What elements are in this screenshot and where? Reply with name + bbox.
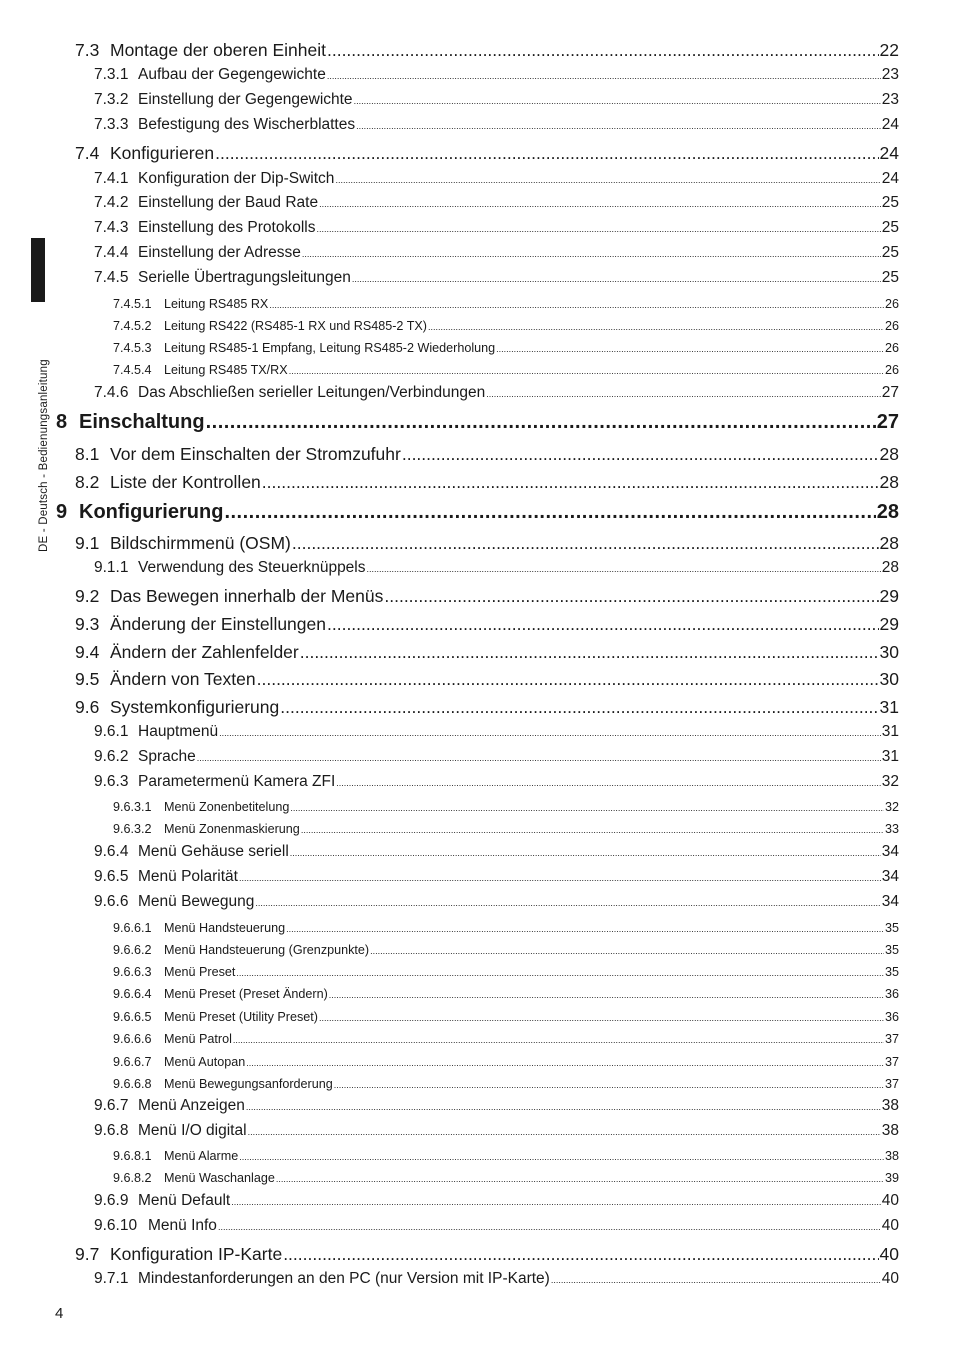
toc-entry[interactable]	[113, 1032, 899, 1046]
toc-entry-page: 35	[884, 921, 899, 935]
toc-dot-leader	[224, 501, 875, 524]
toc-entry-number: 8	[56, 411, 68, 433]
toc-entry-title: Menü Bewegung	[138, 893, 255, 910]
toc-entry-number: 9.7.1	[94, 1270, 129, 1287]
toc-entry[interactable]	[94, 1097, 899, 1115]
toc-entry-page: 37	[884, 1077, 899, 1091]
toc-dot-leader	[327, 40, 879, 61]
toc-entry[interactable]	[75, 614, 899, 635]
toc-entry-page: 35	[884, 943, 899, 957]
toc-entry[interactable]	[94, 1192, 899, 1210]
toc-entry[interactable]	[75, 669, 899, 690]
toc-entry[interactable]	[94, 244, 899, 262]
toc-entry-page: 38	[881, 1122, 899, 1139]
toc-entry-number: 8.1	[75, 444, 100, 464]
toc-entry[interactable]	[94, 194, 899, 212]
toc-entry-page: 34	[881, 868, 899, 885]
toc-entry-page: 25	[881, 269, 899, 286]
toc-entry-number: 7.4	[75, 143, 100, 163]
toc-entry-number: 9.3	[75, 614, 100, 634]
toc-entry-title: Menü Preset	[164, 965, 236, 979]
sidebar-label: DE - Deutsch - Bedienungsanleitung	[38, 359, 50, 552]
toc-entry-title: Bildschirmmenü (OSM)	[110, 533, 291, 553]
toc-entry-title: Systemkonfigurierung	[110, 697, 280, 717]
toc-entry-page: 38	[881, 1097, 899, 1114]
toc-entry-title: Serielle Übertragungsleitungen	[138, 269, 351, 286]
toc-entry-number: 9.6.6.4	[113, 987, 152, 1001]
toc-dot-leader	[246, 1102, 881, 1112]
toc-entry[interactable]	[75, 40, 899, 61]
toc-entry-number: 9.6.10	[94, 1217, 138, 1234]
toc-entry-number: 9.4	[75, 642, 100, 662]
toc-dot-leader	[286, 924, 884, 934]
toc-entry-title: Leitung RS485 RX	[164, 297, 269, 311]
toc-dot-leader	[327, 71, 881, 81]
toc-dot-leader	[300, 642, 879, 663]
toc-entry-page: 26	[884, 297, 899, 311]
toc-entry-title: Mindestanforderungen an den PC (nur Version mit IP-Karte)	[138, 1270, 550, 1287]
toc-entry-title: Änderung der Einstellungen	[110, 614, 326, 634]
toc-entry-number: 9.6.6.1	[113, 921, 152, 935]
toc-dot-leader	[334, 1080, 884, 1090]
toc-entry-number: 9.6.7	[94, 1097, 129, 1114]
toc-entry-page: 37	[884, 1055, 899, 1069]
toc-entry[interactable]	[94, 116, 899, 134]
toc-entry-page: 22	[879, 40, 899, 60]
toc-dot-leader	[239, 1152, 884, 1162]
toc-dot-leader	[486, 389, 880, 399]
toc-entry-title: Menü Default	[138, 1192, 231, 1209]
toc-entry-title: Konfigurierung	[79, 501, 224, 523]
toc-entry-number: 9.6	[75, 697, 100, 717]
toc-entry-title: Menü Gehäuse seriell	[138, 843, 289, 860]
toc-entry-number: 9.6.5	[94, 868, 129, 885]
toc-entry-title: Menü Handsteuerung	[164, 921, 286, 935]
toc-dot-leader	[352, 274, 881, 284]
toc-entry-title: Aufbau der Gegengewichte	[138, 66, 326, 83]
toc-entry-page: 28	[879, 472, 899, 492]
toc-dot-leader	[269, 300, 884, 310]
toc-entry-title: Einstellung der Gegengewichte	[138, 91, 353, 108]
toc-entry-title: Ändern der Zahlenfelder	[110, 642, 299, 662]
toc-dot-leader	[290, 848, 881, 858]
toc-entry-title: Menü I/O digital	[138, 1122, 247, 1139]
toc-entry-page: 31	[881, 723, 899, 740]
toc-entry-title: Menü Autopan	[164, 1055, 246, 1069]
page-number: 4	[55, 1305, 64, 1322]
toc-entry-page: 40	[881, 1192, 899, 1209]
toc-entry-page: 25	[881, 194, 899, 211]
toc-entry-page: 28	[881, 559, 899, 576]
toc-entry-number: 7.4.5.2	[113, 319, 152, 333]
toc-entry-page: 27	[881, 384, 899, 401]
toc-dot-leader	[246, 1058, 884, 1068]
toc-entry-title: Leitung RS485-1 Empfang, Leitung RS485-2 Wiederholung	[164, 341, 496, 355]
toc-entry-page: 24	[879, 143, 899, 163]
toc-entry-page: 29	[879, 614, 899, 634]
toc-entry-page: 26	[884, 341, 899, 355]
toc-entry[interactable]	[113, 1055, 899, 1069]
toc-dot-leader	[302, 249, 881, 259]
toc-entry-number: 9.6.6.8	[113, 1077, 152, 1091]
toc-entry-number: 9.7	[75, 1244, 100, 1264]
toc-entry-title: Menü Preset (Utility Preset)	[164, 1010, 318, 1024]
toc-dot-leader	[356, 121, 881, 131]
toc-entry-number: 9.6.6.3	[113, 965, 152, 979]
toc-entry-number: 9.6.6.2	[113, 943, 152, 957]
toc-entry-number: 9.6.9	[94, 1192, 129, 1209]
toc-entry-page: 37	[884, 1032, 899, 1046]
toc-entry[interactable]	[113, 297, 899, 311]
toc-dot-leader	[283, 1244, 878, 1265]
toc-entry[interactable]	[56, 411, 899, 434]
toc-entry[interactable]	[113, 1077, 899, 1091]
toc-entry-page: 36	[884, 987, 899, 1001]
toc-entry-number: 7.4.3	[94, 219, 129, 236]
toc-dot-leader	[319, 1013, 884, 1023]
toc-entry-page: 23	[881, 91, 899, 108]
toc-entry[interactable]	[75, 444, 899, 465]
toc-entry-number: 9.6.6.5	[113, 1010, 152, 1024]
toc-entry[interactable]	[94, 269, 899, 287]
toc-dot-leader	[276, 1174, 884, 1184]
toc-entry-number: 7.4.6	[94, 384, 129, 401]
toc-entry[interactable]	[94, 843, 899, 861]
toc-entry-page: 40	[881, 1217, 899, 1234]
toc-entry-title: Menü Patrol	[164, 1032, 232, 1046]
toc-entry[interactable]	[94, 559, 899, 577]
toc-entry-title: Vor dem Einschalten der Stromzufuhr	[110, 444, 401, 464]
toc-entry-title: Hauptmenü	[138, 723, 219, 740]
toc-entry-title: Menü Info	[148, 1217, 217, 1234]
toc-entry-number: 7.3.1	[94, 66, 129, 83]
toc-dot-leader	[262, 472, 879, 493]
toc-entry-title: Parametermenü Kamera ZFI	[138, 773, 336, 790]
toc-dot-leader	[354, 96, 881, 106]
toc-entry-number: 9.1.1	[94, 559, 129, 576]
toc-entry[interactable]	[94, 748, 899, 766]
toc-entry-title: Montage der oberen Einheit	[110, 40, 326, 60]
toc-entry-title: Menü Handsteuerung (Grenzpunkte)	[164, 943, 370, 957]
toc-entry-number: 9.6.3.1	[113, 800, 152, 814]
toc-entry-number: 7.4.5.3	[113, 341, 152, 355]
toc-entry[interactable]	[94, 66, 899, 84]
toc-entry-title: Menü Polarität	[138, 868, 238, 885]
toc-entry-title: Einschaltung	[79, 411, 205, 433]
toc-entry[interactable]	[113, 987, 899, 1001]
toc-entry-number: 9.6.2	[94, 748, 129, 765]
toc-entry[interactable]	[94, 1217, 899, 1235]
toc-dot-leader	[233, 1035, 884, 1045]
toc-entry[interactable]	[113, 943, 899, 957]
toc-dot-leader	[336, 778, 880, 788]
toc-entry-title: Das Bewegen innerhalb der Menüs	[110, 586, 384, 606]
toc-entry-number: 9	[56, 501, 68, 523]
toc-entry[interactable]	[56, 501, 899, 524]
toc-entry[interactable]	[94, 170, 899, 188]
toc-entry-page: 34	[881, 893, 899, 910]
toc-dot-leader	[280, 697, 878, 718]
toc-entry-number: 9.5	[75, 669, 100, 689]
toc-entry[interactable]	[75, 586, 899, 607]
toc-entry-title: Das Abschließen serieller Leitungen/Verbindungen	[138, 384, 486, 401]
toc-entry-page: 32	[881, 773, 899, 790]
toc-entry[interactable]	[113, 363, 899, 377]
toc-entry[interactable]	[113, 800, 899, 814]
toc-dot-leader	[292, 533, 879, 554]
toc-entry[interactable]	[113, 1171, 899, 1185]
toc-entry-page: 26	[884, 319, 899, 333]
toc-entry-title: Konfiguration IP-Karte	[110, 1244, 283, 1264]
toc-entry[interactable]	[75, 533, 899, 554]
toc-entry[interactable]	[75, 1244, 899, 1265]
toc-entry-page: 40	[879, 1244, 899, 1264]
toc-entry-page: 27	[876, 411, 899, 433]
toc-entry-number: 9.6.3.2	[113, 822, 152, 836]
toc-dot-leader	[289, 366, 884, 376]
toc-dot-leader	[370, 946, 884, 956]
toc-entry-page: 30	[879, 642, 899, 662]
toc-entry-number: 7.3.2	[94, 91, 129, 108]
toc-entry-number: 9.6.3	[94, 773, 129, 790]
toc-entry-title: Konfigurieren	[110, 143, 215, 163]
toc-dot-leader	[206, 411, 876, 434]
toc-entry[interactable]	[113, 921, 899, 935]
toc-entry-page: 31	[879, 697, 899, 717]
toc-entry-title: Menü Bewegungsanforderung	[164, 1077, 333, 1091]
toc-entry-number: 9.2	[75, 586, 100, 606]
toc-dot-leader	[257, 669, 879, 690]
toc-entry-page: 38	[884, 1149, 899, 1163]
toc-dot-leader	[239, 873, 881, 883]
toc-entry[interactable]	[75, 697, 899, 718]
toc-entry-number: 9.6.4	[94, 843, 129, 860]
toc-entry-title: Leitung RS485 TX/RX	[164, 363, 288, 377]
toc-entry[interactable]	[94, 91, 899, 109]
toc-dot-leader	[218, 1222, 881, 1232]
toc-entry-page: 28	[876, 501, 899, 523]
toc-entry[interactable]	[94, 868, 899, 886]
toc-entry-page: 32	[884, 800, 899, 814]
toc-entry-number: 7.4.2	[94, 194, 129, 211]
toc-entry-page: 24	[881, 170, 899, 187]
toc-entry-number: 7.4.5	[94, 269, 129, 286]
toc-entry-title: Leitung RS422 (RS485-1 RX und RS485-2 TX)	[164, 319, 427, 333]
toc-entry-number: 7.4.5.1	[113, 297, 152, 311]
toc-entry-page: 23	[881, 66, 899, 83]
toc-entry[interactable]	[113, 1149, 899, 1163]
toc-entry[interactable]	[94, 219, 899, 237]
toc-dot-leader	[319, 199, 881, 209]
toc-entry[interactable]	[113, 965, 899, 979]
toc-entry-page: 25	[881, 219, 899, 236]
toc-dot-leader	[327, 614, 879, 635]
toc-entry[interactable]	[113, 341, 899, 355]
toc-entry-title: Einstellung der Baud Rate	[138, 194, 319, 211]
toc-entry-page: 34	[881, 843, 899, 860]
toc-entry-number: 9.6.8	[94, 1122, 129, 1139]
toc-entry-title: Menü Alarme	[164, 1149, 239, 1163]
toc-entry-number: 7.4.5.4	[113, 363, 152, 377]
toc-entry-title: Menü Zonenbetitelung	[164, 800, 290, 814]
toc-dot-leader	[335, 175, 880, 185]
toc-entry[interactable]	[94, 773, 899, 791]
toc-entry-page: 36	[884, 1010, 899, 1024]
toc-entry-title: Verwendung des Steuerknüppels	[138, 559, 366, 576]
toc-entry[interactable]	[75, 642, 899, 663]
toc-entry-page: 28	[879, 444, 899, 464]
toc-entry-title: Konfiguration der Dip-Switch	[138, 170, 335, 187]
toc-dot-leader	[219, 728, 881, 738]
toc-entry-number: 8.2	[75, 472, 100, 492]
toc-dot-leader	[236, 968, 884, 978]
toc-dot-leader	[215, 143, 878, 164]
toc-entry-number: 9.1	[75, 533, 100, 553]
toc-dot-leader	[301, 825, 884, 835]
toc-dot-leader	[317, 224, 881, 234]
toc-entry-number: 9.6.8.2	[113, 1171, 152, 1185]
toc-entry-page: 26	[884, 363, 899, 377]
toc-entry-page: 39	[884, 1171, 899, 1185]
toc-dot-leader	[496, 344, 884, 354]
toc-dot-leader	[428, 322, 884, 332]
toc-dot-leader	[231, 1197, 881, 1207]
toc-entry[interactable]	[94, 1122, 899, 1140]
toc-entry-title: Menü Zonenmaskierung	[164, 822, 300, 836]
toc-entry-page: 28	[879, 533, 899, 553]
toc-entry-title: Einstellung des Protokolls	[138, 219, 316, 236]
toc-dot-leader	[551, 1275, 881, 1285]
toc-entry-number: 9.6.6.7	[113, 1055, 152, 1069]
toc-entry[interactable]	[75, 472, 899, 493]
toc-dot-leader	[248, 1127, 881, 1137]
toc-entry-number: 9.6.6.6	[113, 1032, 152, 1046]
toc-entry-number: 9.6.6	[94, 893, 129, 910]
toc-entry-title: Sprache	[138, 748, 196, 765]
toc-entry-page: 29	[879, 586, 899, 606]
toc-dot-leader	[290, 803, 884, 813]
toc-entry[interactable]	[113, 319, 899, 333]
toc-entry-page: 35	[884, 965, 899, 979]
toc-entry-page: 33	[884, 822, 899, 836]
toc-dot-leader	[402, 444, 879, 465]
toc-entry-title: Menü Anzeigen	[138, 1097, 245, 1114]
toc-entry-number: 9.6.8.1	[113, 1149, 152, 1163]
toc-entry-title: Einstellung der Adresse	[138, 244, 301, 261]
toc-entry-page: 24	[881, 116, 899, 133]
toc-dot-leader	[329, 990, 884, 1000]
toc-entry-page: 30	[879, 669, 899, 689]
toc-dot-leader	[255, 898, 880, 908]
toc-entry-title: Menü Waschanlage	[164, 1171, 275, 1185]
toc-entry-number: 7.3.3	[94, 116, 129, 133]
toc-entry-number: 7.4.1	[94, 170, 129, 187]
toc-entry-page: 25	[881, 244, 899, 261]
toc-dot-leader	[367, 564, 881, 574]
toc-entry[interactable]	[94, 893, 899, 911]
toc-entry-title: Menü Preset (Preset Ändern)	[164, 987, 328, 1001]
toc-entry-title: Liste der Kontrollen	[110, 472, 261, 492]
toc-entry[interactable]	[94, 1270, 899, 1288]
toc-entry[interactable]	[113, 1010, 899, 1024]
toc-entry-number: 9.6.1	[94, 723, 129, 740]
toc-entry[interactable]	[113, 822, 899, 836]
toc-entry[interactable]	[94, 723, 899, 741]
toc-entry-title: Befestigung des Wischerblattes	[138, 116, 356, 133]
toc-entry[interactable]	[75, 143, 899, 164]
toc-dot-leader	[384, 586, 878, 607]
toc-entry-title: Ändern von Texten	[110, 669, 256, 689]
toc-entry-page: 31	[881, 748, 899, 765]
toc-dot-leader	[197, 753, 881, 763]
toc-entry-number: 7.3	[75, 40, 100, 60]
toc-entry-page: 40	[881, 1270, 899, 1287]
toc-entry[interactable]	[94, 384, 899, 402]
toc-entry-number: 7.4.4	[94, 244, 129, 261]
